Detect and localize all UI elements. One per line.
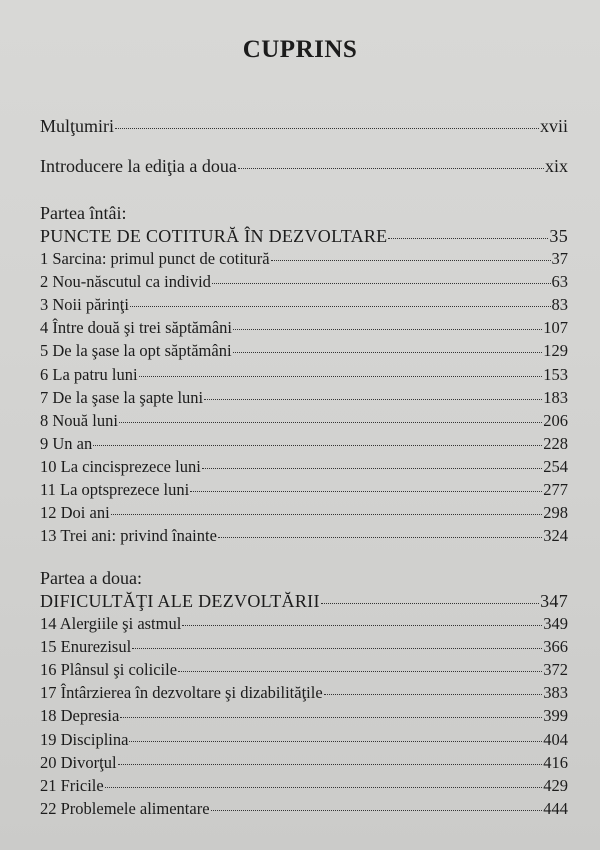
dot-leader <box>324 693 543 695</box>
toc-chapter-row <box>40 706 568 726</box>
toc-chapter-row <box>40 480 568 500</box>
dot-leader <box>321 602 539 604</box>
chapter-title: 4 Între două şi trei săptămâni <box>40 318 232 338</box>
chapter-title: 14 Alergiile şi astmul <box>40 614 182 633</box>
chapter-title: 12 Doi ani <box>40 503 110 523</box>
chapter-page: 277 <box>543 480 568 499</box>
dot-leader <box>178 670 542 672</box>
part2-section-title <box>40 591 568 612</box>
chapter-page: 183 <box>543 387 568 407</box>
chapter-page: 254 <box>543 456 568 476</box>
dot-leader <box>212 282 551 284</box>
dot-leader <box>202 467 542 469</box>
chapter-page: 366 <box>543 637 568 657</box>
chapter-page: 383 <box>543 683 568 703</box>
toc-chapter-row <box>40 318 568 338</box>
dot-leader <box>218 536 542 538</box>
toc-chapter-row <box>40 411 568 431</box>
chapter-page: 399 <box>543 706 568 726</box>
toc-chapter-row <box>40 249 568 269</box>
dot-leader <box>132 647 542 649</box>
chapter-page: 153 <box>543 364 568 384</box>
chapter-page: 298 <box>543 503 568 523</box>
dot-leader <box>271 259 551 261</box>
chapter-title: 17 Întârzierea în dezvoltare şi dizabilităţile <box>40 683 323 703</box>
part1-section-title <box>40 226 568 247</box>
chapter-title: 11 La optsprezece luni <box>40 480 190 499</box>
toc-chapter-row <box>40 503 568 523</box>
toc-chapter-row <box>40 295 568 315</box>
chapter-page: 107 <box>543 318 568 338</box>
chapter-title: 2 Nou-născutul ca individ <box>40 272 211 292</box>
toc-chapter-row <box>40 388 568 408</box>
toc-entry-page: xix <box>544 156 568 176</box>
dot-leader <box>190 490 542 492</box>
chapter-page: 83 <box>551 295 568 315</box>
chapter-title: 6 La patru luni <box>40 364 138 384</box>
dot-leader <box>182 624 542 626</box>
toc-chapter-row <box>40 341 568 361</box>
toc-entry-label: Mulţumiri <box>40 116 115 136</box>
chapter-page: 444 <box>543 798 568 818</box>
toc-chapter-row <box>40 799 568 819</box>
dot-leader <box>211 809 543 811</box>
chapter-title: 15 Enurezisul <box>40 637 132 657</box>
dot-leader <box>139 375 543 377</box>
dot-leader <box>111 513 543 515</box>
chapter-title: 20 Divorţul <box>40 752 117 772</box>
dot-leader <box>105 786 543 788</box>
toc-chapter-row <box>40 526 568 546</box>
toc-chapter-row <box>40 434 568 454</box>
chapter-title: 1 Sarcina: primul punct de cotitură <box>40 249 270 268</box>
dot-leader <box>204 398 542 400</box>
toc-chapter-row <box>40 365 568 385</box>
dot-leader <box>120 716 542 718</box>
section-title-label: PUNCTE DE COTITURĂ ÎN DEZVOLTARE <box>40 226 388 246</box>
dot-leader <box>233 328 542 330</box>
chapter-title: 10 La cincisprezece luni <box>40 456 201 476</box>
chapter-page: 129 <box>543 341 568 361</box>
chapter-title: 22 Problemele alimentare <box>40 798 210 818</box>
toc-entry-page: xvii <box>539 116 568 136</box>
chapter-title: 18 Depresia <box>40 706 120 726</box>
dot-leader <box>129 740 542 742</box>
section-title-label: DIFICULTĂŢI ALE DEZVOLTĂRII <box>40 591 320 611</box>
toc-entry-introduction <box>40 156 568 177</box>
chapter-title: 5 De la şase la opt săptămâni <box>40 341 232 361</box>
chapter-page: 372 <box>543 660 568 680</box>
chapter-page: 404 <box>543 729 568 749</box>
dot-leader <box>238 167 544 169</box>
toc-chapter-row <box>40 457 568 477</box>
chapter-title: 8 Nouă luni <box>40 410 118 430</box>
chapter-title: 19 Disciplina <box>40 729 129 749</box>
chapter-page: 429 <box>543 775 568 795</box>
chapter-page: 349 <box>543 614 568 633</box>
dot-leader <box>119 421 542 423</box>
toc-chapter-row <box>40 272 568 292</box>
chapter-page: 206 <box>543 410 568 430</box>
chapter-title: 3 Noii părinţi <box>40 295 129 315</box>
chapter-title: 7 De la şase la şapte luni <box>40 387 204 407</box>
section-title-page: 347 <box>540 591 568 611</box>
toc-entry-acknowledgements <box>40 116 568 137</box>
toc-chapter-row <box>40 730 568 750</box>
chapter-page: 37 <box>551 249 568 268</box>
toc-chapter-row <box>40 776 568 796</box>
section-title-page: 35 <box>549 226 568 246</box>
toc-chapter-row <box>40 660 568 680</box>
chapter-title: 21 Fricile <box>40 775 104 795</box>
part1-heading: Partea întâi: <box>40 203 127 223</box>
toc-chapter-row <box>40 683 568 703</box>
chapter-page: 324 <box>543 526 568 546</box>
dot-leader <box>93 444 542 446</box>
toc-chapter-row <box>40 753 568 773</box>
dot-leader <box>233 351 543 353</box>
chapter-title: 13 Trei ani: privind înainte <box>40 526 217 546</box>
toc-entry-label: Introducere la ediţia a doua <box>40 156 237 176</box>
dot-leader <box>118 763 543 765</box>
toc-chapter-row <box>40 614 568 634</box>
chapter-title: 9 Un an <box>40 433 93 453</box>
part2-heading: Partea a doua: <box>40 568 142 588</box>
chapter-page: 228 <box>543 433 568 453</box>
page-title: CUPRINS <box>242 36 358 63</box>
chapter-page: 416 <box>543 752 568 772</box>
chapter-page: 63 <box>551 272 568 292</box>
dot-leader <box>388 237 548 239</box>
chapter-title: 16 Plânsul şi colicile <box>40 660 178 680</box>
dot-leader <box>115 127 539 129</box>
toc-chapter-row <box>40 637 568 657</box>
dot-leader <box>130 305 551 307</box>
